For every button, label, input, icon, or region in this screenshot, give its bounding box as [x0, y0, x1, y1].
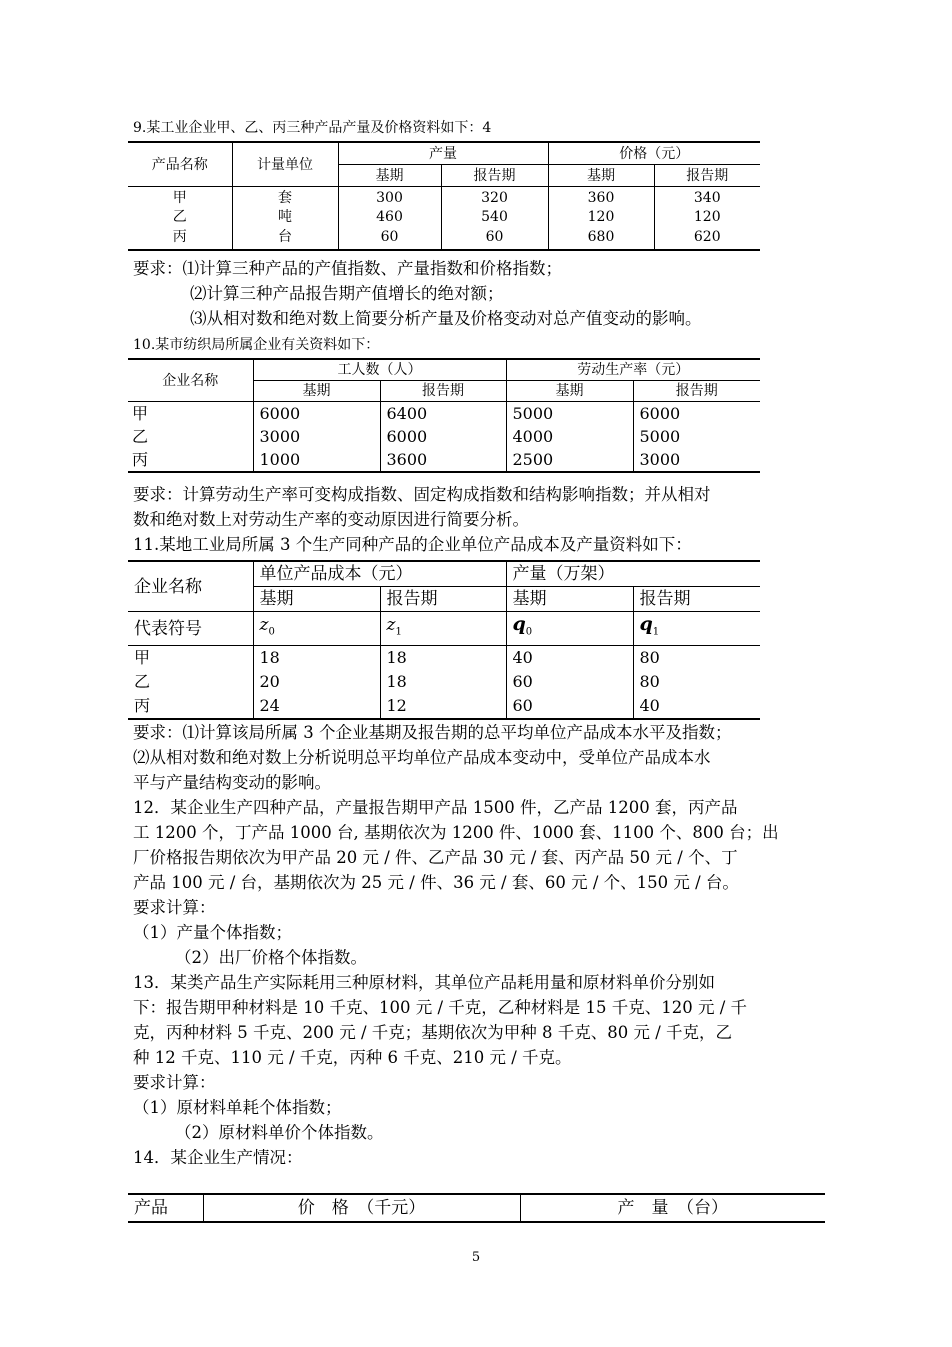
q12-line-4: 产品 100 元 / 台，基期依次为 25 元 / 件、36 元 / 套、60 元 / 个、150 元 / 台。 [133, 873, 739, 892]
q11-title: 11.某地工业局所属 3 个生产同种产品的企业单位产品成本及产量资料如下： [133, 535, 692, 554]
table-cell: 320 [481, 189, 508, 206]
q10-header-workers: 工人数（人） [253, 359, 506, 381]
q13-line-6: （1）原材料单耗个体指数； [133, 1098, 342, 1117]
q13-line-4: 种 12 千克、110 元 / 千克，丙种 6 千克、210 元 / 千克。 [133, 1048, 572, 1067]
q10-header-l-report: 报告期 [633, 381, 760, 402]
table-cell: 24 [253, 694, 380, 719]
table-cell: 460 [376, 209, 403, 225]
table-row [128, 448, 760, 472]
q9-col-q0 [338, 186, 441, 250]
table-cell: 2500 [506, 448, 633, 472]
table-cell: 300 [376, 189, 403, 206]
table-cell: 680 [587, 228, 615, 245]
table-cell: 甲 [172, 189, 187, 206]
table-cell: 3000 [633, 448, 760, 472]
table-cell: 丙 [128, 694, 253, 719]
q9-requirement-2: ⑵计算三种产品报告期产值增长的绝对额； [190, 284, 504, 303]
q11-header-q-base: 基期 [506, 587, 633, 612]
table-cell: 1000 [253, 448, 380, 472]
table-cell: 甲 [134, 648, 151, 667]
q11-requirement-1: 要求：⑴计算该局所属 3 个企业基期及报告期的总平均单位产品成本水平及指数； [133, 723, 732, 742]
symbol-q: q [639, 613, 653, 636]
q11-symbol-z1 [380, 612, 506, 646]
table-cell: 丙 [172, 228, 187, 245]
q10-header-w-base: 基期 [253, 381, 380, 402]
q9-header-quantity: 产量 [338, 142, 548, 164]
table-cell: 吨 [278, 209, 292, 225]
symbol-subscript: 0 [268, 626, 275, 638]
q9-col-q1 [441, 186, 548, 250]
q13-line-7: （2）原材料单价个体指数。 [175, 1123, 384, 1142]
q11-header-cost: 单位产品成本（元） [253, 561, 506, 587]
q12-line-3: 厂价格报告期依次为甲产品 20 元 / 件、乙产品 30 元 / 套、丙产品 50 元 / 个、丁 [133, 848, 738, 867]
table-cell: 5000 [633, 425, 760, 448]
table-cell: 18 [380, 646, 506, 671]
q12-line-2: 工 1200 个，丁产品 1000 台, 基期依次为 1200 件、1000 套、1100 个、800 台；出 [133, 823, 779, 842]
table-cell: 6000 [253, 402, 380, 426]
table-cell: 套 [278, 189, 292, 206]
table-cell: 80 [633, 646, 760, 671]
table-cell: 6000 [380, 425, 506, 448]
table-cell: 120 [693, 209, 721, 225]
symbol-subscript: 1 [652, 626, 660, 638]
table-cell: 60 [380, 228, 399, 245]
q9-table [128, 141, 760, 251]
table-row [128, 694, 760, 719]
q11-symbol-q1 [633, 612, 760, 646]
table-cell: 60 [506, 670, 633, 694]
q14-header-price: 价 格 （千元） [203, 1194, 520, 1222]
q10-header-name: 企业名称 [128, 359, 253, 402]
table-cell: 20 [253, 670, 380, 694]
table-cell: 60 [506, 694, 633, 719]
q9-header-name: 产品名称 [128, 142, 232, 186]
q11-requirement-2: ⑵从相对数和绝对数上分析说明总平均单位产品成本变动中，受单位产品成本水 [133, 748, 711, 767]
table-cell: 甲 [132, 404, 149, 423]
q13-line-2: 下：报告期甲种材料是 10 千克、100 元 / 千克，乙种材料是 15 千克、120 元 / 千 [133, 998, 748, 1017]
table-row [128, 402, 760, 426]
q9-header-unit: 计量单位 [232, 142, 338, 186]
q11-header-z-base: 基期 [253, 587, 380, 612]
q14-header-quantity: 产 量 （台） [520, 1194, 825, 1222]
q9-requirement-1: 要求：⑴计算三种产品的产值指数、产量指数和价格指数； [133, 259, 562, 278]
symbol-z: z [386, 614, 396, 635]
q10-header-l-base: 基期 [506, 381, 633, 402]
table-cell: 540 [481, 209, 508, 225]
table-row [128, 670, 760, 694]
q13-line-3: 克，丙种材料 5 千克、200 元 / 千克；基期依次为甲种 8 千克、80 元 / 千克，乙 [133, 1023, 733, 1042]
q11-header-z-report: 报告期 [380, 587, 506, 612]
q10-requirement-1: 要求：计算劳动生产率可变构成指数、固定构成指数和结构影响指数；并从相对 [133, 485, 711, 504]
symbol-subscript: 0 [525, 626, 533, 638]
q9-col-unit [232, 186, 338, 250]
table-cell: 620 [693, 228, 721, 245]
table-cell: 5000 [506, 402, 633, 426]
q11-symbol-z0 [253, 612, 380, 646]
table-cell: 丙 [128, 448, 253, 472]
q9-header-q-base: 基期 [338, 164, 441, 186]
q11-symbol-label: 代表符号 [128, 612, 253, 646]
q9-requirement-3: ⑶从相对数和绝对数上简要分析产量及价格变动对总产值变动的影响。 [190, 309, 702, 328]
q10-requirement-2: 数和绝对数上对劳动生产率的变动原因进行简要分析。 [133, 510, 529, 529]
q11-table [128, 560, 760, 720]
q9-col-name [128, 186, 232, 250]
symbol-subscript: 1 [395, 626, 402, 638]
table-cell: 60 [485, 228, 504, 245]
q12-line-1: 12．某企业生产四种产品，产量报告期甲产品 1500 件，乙产品 1200 套，丙产品 [133, 798, 738, 817]
q12-line-6: （1）产量个体指数； [133, 923, 292, 942]
q11-header-name: 企业名称 [128, 561, 253, 612]
table-cell: 18 [380, 670, 506, 694]
table-cell: 80 [633, 670, 760, 694]
table-cell: 3600 [380, 448, 506, 472]
q12-line-5: 要求计算： [133, 898, 216, 917]
page-number: 5 [471, 1250, 481, 1265]
table-cell: 120 [587, 209, 615, 225]
q14-title: 14．某企业生产情况： [133, 1148, 303, 1167]
q9-col-p0 [548, 186, 654, 250]
symbol-z: z [259, 614, 269, 635]
table-cell: 6000 [633, 402, 760, 426]
table-cell: 18 [253, 646, 380, 671]
q10-header-productivity: 劳动生产率（元） [506, 359, 760, 381]
table-row [128, 646, 760, 671]
q9-header-p-base: 基期 [548, 164, 654, 186]
q10-table [128, 358, 760, 473]
q9-col-p1 [654, 186, 760, 250]
q9-title: 9.某工业企业甲、乙、丙三种产品产量及价格资料如下：4 [133, 120, 492, 136]
table-cell: 40 [506, 646, 633, 671]
q9-header-q-report: 报告期 [441, 164, 548, 186]
q10-title: 10.某市纺织局所属企业有关资料如下： [133, 337, 380, 353]
table-cell: 乙 [132, 427, 149, 446]
table-row [128, 425, 760, 448]
q11-symbol-q0 [506, 612, 633, 646]
table-cell: 40 [633, 694, 760, 719]
table-cell: 4000 [506, 425, 633, 448]
symbol-q: q [512, 613, 526, 636]
q11-header-q-report: 报告期 [633, 587, 760, 612]
table-cell: 12 [380, 694, 506, 719]
table-cell: 乙 [172, 209, 187, 225]
q14-table [128, 1193, 825, 1223]
q11-header-output: 产量（万架） [506, 561, 760, 587]
q12-line-7: （2）出厂价格个体指数。 [175, 948, 367, 967]
table-cell: 340 [693, 189, 721, 206]
table-cell: 6400 [380, 402, 506, 426]
q13-line-1: 13．某类产品生产实际耗用三种原材料，其单位产品耗用量和原材料单价分别如 [133, 973, 715, 992]
table-cell: 3000 [253, 425, 380, 448]
table-cell: 360 [587, 189, 615, 206]
q9-header-price: 价格（元） [548, 142, 760, 164]
q13-line-5: 要求计算： [133, 1073, 216, 1092]
q9-header-p-report: 报告期 [654, 164, 760, 186]
table-cell: 乙 [134, 672, 151, 691]
q10-header-w-report: 报告期 [380, 381, 506, 402]
table-cell: 台 [278, 228, 292, 245]
q11-requirement-3: 平与产量结构变动的影响。 [133, 773, 331, 792]
q14-header-product: 产品 [128, 1194, 203, 1222]
